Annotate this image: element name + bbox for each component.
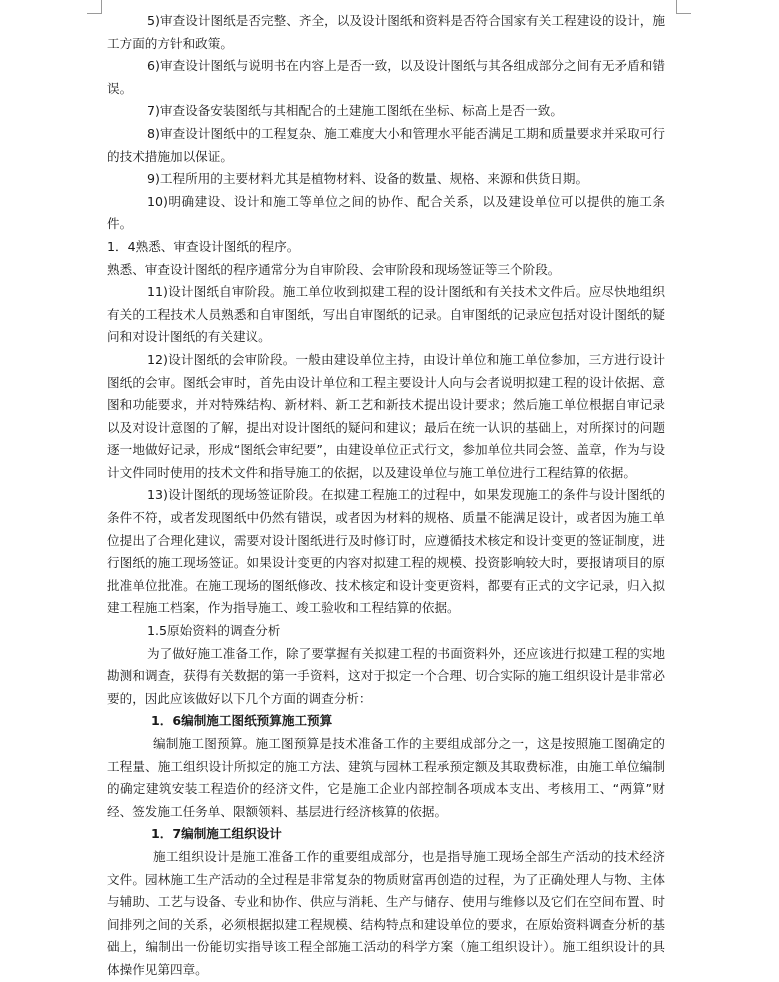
paragraph-item-13: 13)设计图纸的现场签证阶段。在拟建工程施工的过程中，如果发现施工的条件与设计图纸的条件不符，或者发现图纸中仍然有错误，或者因为材料的规格、质量不能满足设计，或者因为施工单位提出了合理化建议，需要对设计图纸进行及时修订时，应遵循技术核定和设计变更的签证制度，进行图纸的施工现场签证。如果设计变更的内容对拟建工程的规模、投资影响较大时，要报请项目的原批准单位批准。在施工现场的图纸修改、技术核定和设计变更资料，都要有正式的文字记录，归入拟建工程施工档案，作为指导施工、竣工验收和工程结算的依据。 — [107, 487, 665, 616]
paragraph-survey: 为了做好施工准备工作，除了要掌握有关拟建工程的书面资料外，还应该进行拟建工程的实地勘测和调查，获得有关数据的第一手资料，这对于拟定一个合理、切合实际的施工组织设计是非常必要的，因此应该做好以下几个方面的调查分析： — [107, 645, 665, 706]
crop-mark-top-left — [87, 0, 102, 14]
section-heading-1-5: 1.5原始资料的调查分析 — [147, 623, 281, 639]
paragraph-item-6: 6)审查设计图纸与说明书在内容上是否一致，以及设计图纸与其各组成部分之间有无矛盾和错误。 — [107, 58, 665, 96]
paragraph-item-8: 8)审查设计图纸中的工程复杂、施工难度大小和管理水平能否满足工期和质量要求并采取可行的技术措施加以保证。 — [107, 125, 665, 164]
paragraph-stages-intro: 熟悉、审查设计图纸的程序通常分为自审阶段、会审阶段和现场签证等三个阶段。 — [107, 261, 561, 277]
paragraph-organization-design: 施工组织设计是施工准备工作的重要组成部分，也是指导施工现场全部生产活动的技术经济文件。园林施工生产活动的全过程是非常复杂的物质财富再创造的过程，为了正确处理人与物、主体与辅助、工艺与设备、专业和协作、供应与消耗、生产与储存、使用与维修以及它们在空间布置、时间排列之间的关系，必须根据拟建工程规模、结构特点和建设单位的要求，在原始资料调查分析的基础上，编制出一份能切实指导该工程全部施工活动的科学方案（施工组织设计）。施工组织设计的具体操作见第四章。 — [107, 848, 665, 977]
crop-mark-top-right — [676, 0, 691, 14]
paragraph-budget: 编制施工图预算。施工图预算是技术准备工作的主要组成部分之一，这是按照施工图确定的工程量、施工组织设计所拟定的施工方法、建筑与园林工程承预定额及其取费标准，由施工单位编制的确定建筑安装工程造价的经济文件，它是施工企业内部控制各项成本支出、考核用工、“两算”财经、签发施工任务单、限额领料、基层进行经济核算的依据。 — [107, 736, 665, 819]
paragraph-item-7: 7)审查设备安装图纸与其相配合的土建施工图纸在坐标、标高上是否一致。 — [147, 103, 563, 119]
section-heading-1-4: 1．4熟悉、审查设计图纸的程序。 — [107, 238, 300, 254]
section-heading-1-6: 1．6编制施工图纸预算施工预算 — [151, 713, 333, 729]
paragraph-item-5: 5)审查设计图纸是否完整、齐全，以及设计图纸和资料是否符合国家有关工程建设的设计，施工方面的方针和政策。 — [107, 13, 665, 51]
paragraph-item-9: 9)工程所用的主要材料尤其是植物材料、设备的数量、规格、来源和供货日期。 — [147, 171, 589, 187]
document-body — [107, 10, 665, 982]
paragraph-item-12: 12)设计图纸的会审阶段。一般由建设单位主持，由设计单位和施工单位参加，三方进行设计图纸的会审。图纸会审时，首先由设计单位和工程主要设计人向与会者说明拟建工程的设计依据、意图和功能要求，并对特殊结构、新材料、新工艺和新技术提出设计要求；然后施工单位根据自审记录以及对设计意图的了解，提出对设计图纸的疑问和建议；最后在统一认识的基础上，对所探讨的问题逐一地做好记录，形成“图纸会审纪要”，由建设单位正式行文，参加单位共同会签、盖章，作为与设计文件同时使用的技术文件和指导施工的依据，以及建设单位与施工单位进行工程结算的依据。 — [107, 351, 665, 480]
paragraph-item-10: 10)明确建设、设计和施工等单位之间的协作、配合关系，以及建设单位可以提供的施工条件。 — [107, 193, 665, 232]
section-heading-1-7: 1．7编制施工组织设计 — [151, 826, 282, 842]
paragraph-item-11: 11)设计图纸自审阶段。施工单位收到拟建工程的设计图纸和有关技术文件后。应尽快地组织有关的工程技术人员熟悉和自审图纸，写出自审图纸的记录。自审图纸的记录应包括对设计图纸的疑问和对设计图纸的有关建议。 — [107, 284, 665, 345]
